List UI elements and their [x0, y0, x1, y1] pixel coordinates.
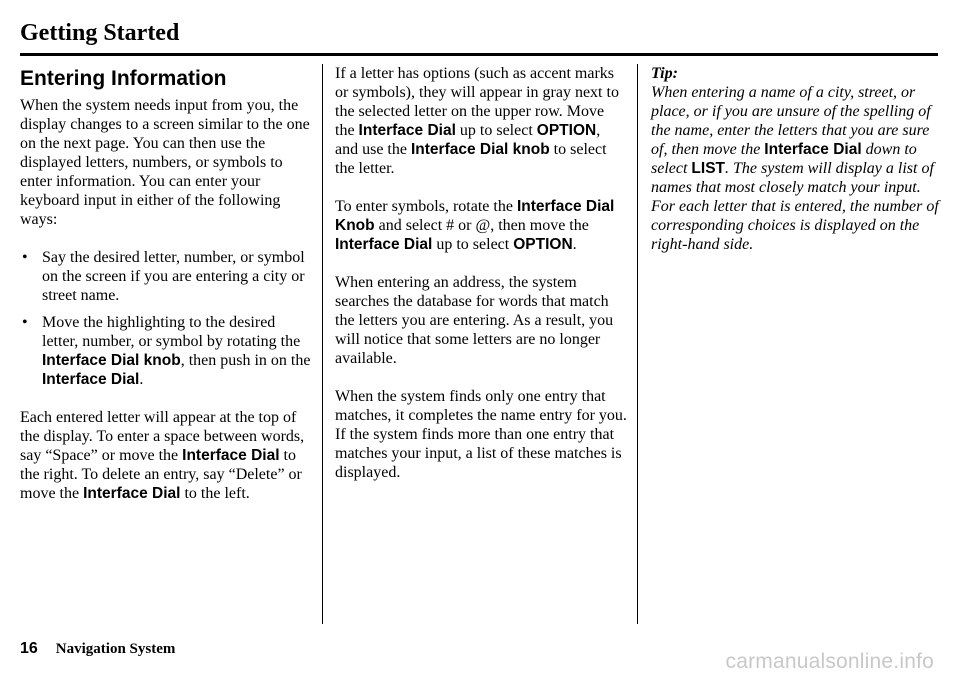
text-run: up to select [432, 236, 514, 253]
column-3 [651, 64, 943, 254]
tip-label: Tip: [651, 65, 678, 82]
control-name: Interface Dial [335, 236, 433, 253]
control-name: OPTION [536, 122, 597, 139]
control-name: Interface Dial [764, 141, 862, 158]
text-run: to the left. [180, 485, 250, 502]
text-run: down to select [651, 141, 917, 177]
column-1 [20, 64, 312, 522]
control-name: OPTION [513, 236, 573, 253]
watermark: carmanualsonline.info [725, 650, 934, 673]
tip-text [651, 84, 939, 253]
text-run: Each entered letter will appear at the top of the display. To enter a space between words, say “Space” or move the [20, 409, 305, 464]
symbols-paragraph [335, 197, 627, 254]
list-item-move [20, 313, 312, 389]
text-run: to select the letter. [335, 141, 607, 177]
page-footer [20, 640, 175, 658]
text-run: . [572, 236, 577, 253]
text-run: to the right. To delete an entry, say “Delete” or move the [20, 447, 302, 502]
address-paragraph: When entering an address, the system searches the database for words that match the letters you are entering. As a result, you will notice that some letters are no longer available. [335, 274, 614, 367]
control-name: Interface Dial knob [410, 141, 550, 158]
text-run: . [139, 371, 144, 388]
control-name: Interface Dial Knob [335, 198, 615, 234]
control-name: Interface Dial [42, 371, 140, 388]
input-methods-list [20, 248, 312, 389]
control-name: Interface Dial [83, 485, 181, 502]
control-name: LIST [691, 160, 726, 177]
text-run: up to select [455, 122, 537, 139]
text-run: and select # or @, then move the [374, 217, 589, 234]
text-run: , then push in on the [180, 352, 311, 369]
section-heading: Entering Information [20, 67, 227, 90]
text-run: If a letter has options (such as accent marks or symbols), they will appear in gray next to the selected letter on the upper row. Move the [335, 65, 619, 139]
space-delete-paragraph [20, 408, 312, 503]
control-name: Interface Dial knob [42, 352, 181, 369]
column-divider-1 [322, 64, 323, 624]
text-run: . The system will display a list of names that most closely match your input. For each letter that is entered, the number of corresponding choices is displayed on the right-hand side. [651, 160, 939, 253]
control-name: Interface Dial [358, 122, 456, 139]
column-divider-2 [637, 64, 638, 624]
control-name: Interface Dial [182, 447, 280, 464]
page-title: Getting Started [20, 20, 180, 46]
matches-paragraph: When the system finds only one entry that matches, it completes the name entry for you. If the system finds more than one entry that matches your input, a list of these matches is displayed. [335, 388, 627, 481]
column-2 [335, 64, 627, 501]
text-run: When entering a name of a city, street, or place, or if you are unsure of the spelling of the name, enter the letters that you are sure of, then move the [651, 84, 931, 158]
text-run: , and use the [335, 122, 601, 158]
title-rule [20, 53, 938, 56]
footer-section: Navigation System [55, 641, 176, 657]
options-paragraph [335, 64, 627, 178]
text-run: To enter symbols, rotate the [335, 198, 517, 215]
intro-paragraph: When the system needs input from you, the display changes to a screen similar to the one on the next page. You can then use the displayed letters, numbers, or symbols to enter information. You can enter your keyboard input in either of the following ways: [20, 97, 310, 228]
list-item-say: • Say the desired letter, number, or symbol on the screen if you are entering a city or street name. [20, 248, 312, 305]
page-number: 16 [20, 640, 38, 657]
text-run: Move the highlighting to the desired letter, number, or symbol by rotating the [42, 314, 301, 350]
